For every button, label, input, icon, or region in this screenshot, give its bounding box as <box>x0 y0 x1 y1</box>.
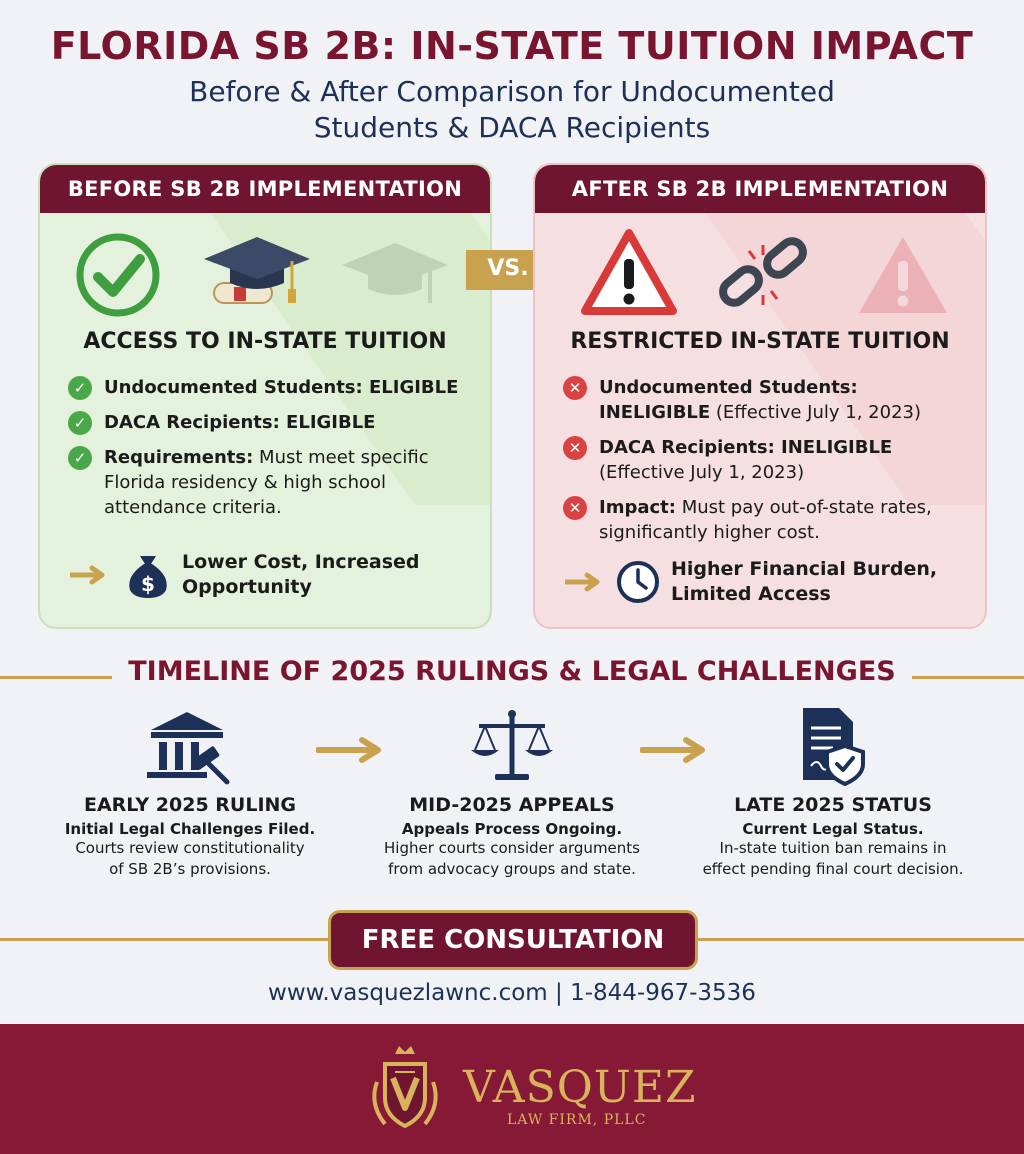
arrow-right-icon <box>70 565 110 585</box>
vs-label: VS. <box>487 256 529 281</box>
after-panel <box>533 163 987 629</box>
timeline-step-heading: MID-2025 APPEALS <box>409 794 615 816</box>
page-title: FLORIDA SB 2B: IN-STATE TUITION IMPACT <box>50 24 974 68</box>
timeline-step-summary: Appeals Process Ongoing. <box>401 820 623 838</box>
before-result <box>70 550 420 600</box>
firm-subtitle: LAW FIRM, PLLC <box>507 1112 647 1128</box>
faded-graduation-cap-icon <box>338 233 452 317</box>
check-icon: ✓ <box>68 446 92 470</box>
courthouse-gavel-icon <box>40 700 340 782</box>
svg-text:$: $ <box>141 572 155 596</box>
x-icon: ✕ <box>563 496 587 520</box>
arrow-right-icon <box>565 572 605 592</box>
list-item: ✓ Requirements: Must meet specific Florida residency & high school attendance criteria. <box>68 445 470 520</box>
timeline-title: TIMELINE OF 2025 RULINGS & LEGAL CHALLENGES <box>128 656 896 687</box>
timeline-step-body: Courts review constitutionality of SB 2B’s provisions. <box>75 839 305 878</box>
money-bag-icon <box>124 550 172 600</box>
subtitle-line-1: Before & After Comparison for Undocumented <box>189 75 835 108</box>
x-icon: ✕ <box>563 436 587 460</box>
after-result <box>565 557 937 607</box>
contact-info[interactable]: www.vasquezlawnc.com | 1-844-967-3536 <box>268 980 756 1006</box>
scales-of-justice-icon <box>362 700 662 782</box>
before-result-text: Lower Cost, Increased Opportunity <box>182 551 420 598</box>
after-panel-subheading: RESTRICTED IN-STATE TUITION <box>570 329 950 354</box>
timeline-step-heading: EARLY 2025 RULING <box>83 794 297 816</box>
list-item: ✓ Undocumented Students: ELIGIBLE <box>68 375 470 400</box>
document-shield-icon <box>683 700 983 782</box>
firm-logo <box>355 1042 697 1142</box>
subtitle-line-2: Students & DACA Recipients <box>313 111 711 144</box>
list-item: ✕ Impact: Must pay out-of-state rates, significantly higher cost. <box>563 495 965 545</box>
firm-name: VASQUEZ <box>463 1062 697 1113</box>
timeline-step-summary: Current Legal Status. <box>742 820 924 838</box>
cta-divider-left <box>0 938 330 941</box>
list-item: ✕ Undocumented Students: INELIGIBLE (Effective July 1, 2023) <box>563 375 965 425</box>
broken-chain-icon <box>715 229 811 321</box>
laurel-crest-icon <box>355 1042 455 1142</box>
list-item: ✕ DACA Recipients: INELIGIBLE (Effective July 1, 2023) <box>563 435 965 485</box>
list-item: ✓ DACA Recipients: ELIGIBLE <box>68 410 470 435</box>
timeline-step-mid <box>362 700 662 880</box>
x-icon: ✕ <box>563 376 587 400</box>
before-items <box>68 375 470 530</box>
timeline-step-summary: Initial Legal Challenges Filed. <box>64 820 316 838</box>
free-consultation-button[interactable]: FREE CONSULTATION <box>328 910 698 970</box>
timeline-step-body: Higher courts consider arguments from advocacy groups and state. <box>384 839 640 878</box>
timeline-step-heading: LATE 2025 STATUS <box>734 794 932 816</box>
faded-warning-icon <box>853 231 953 323</box>
before-panel-heading: BEFORE SB 2B IMPLEMENTATION <box>40 165 490 213</box>
timeline-step-early <box>40 700 340 880</box>
timeline-step-late <box>683 700 983 880</box>
clock-icon <box>615 559 661 605</box>
after-icons <box>535 213 985 313</box>
check-circle-icon <box>74 231 162 323</box>
footer <box>0 1024 1024 1154</box>
cta-divider-right <box>696 938 1024 941</box>
check-icon: ✓ <box>68 411 92 435</box>
after-result-text: Higher Financial Burden, Limited Access <box>671 558 938 605</box>
after-items <box>563 375 965 555</box>
page-subtitle <box>0 74 1024 146</box>
timeline-step-body: In-state tuition ban remains in effect pending final court decision. <box>702 839 964 878</box>
check-icon: ✓ <box>68 376 92 400</box>
warning-icon <box>579 227 679 323</box>
before-icons <box>40 213 490 313</box>
before-panel-subheading: ACCESS TO IN-STATE TUITION <box>83 329 447 354</box>
after-panel-heading: AFTER SB 2B IMPLEMENTATION <box>535 165 985 213</box>
before-panel <box>38 163 492 629</box>
graduation-cap-icon <box>200 227 314 323</box>
